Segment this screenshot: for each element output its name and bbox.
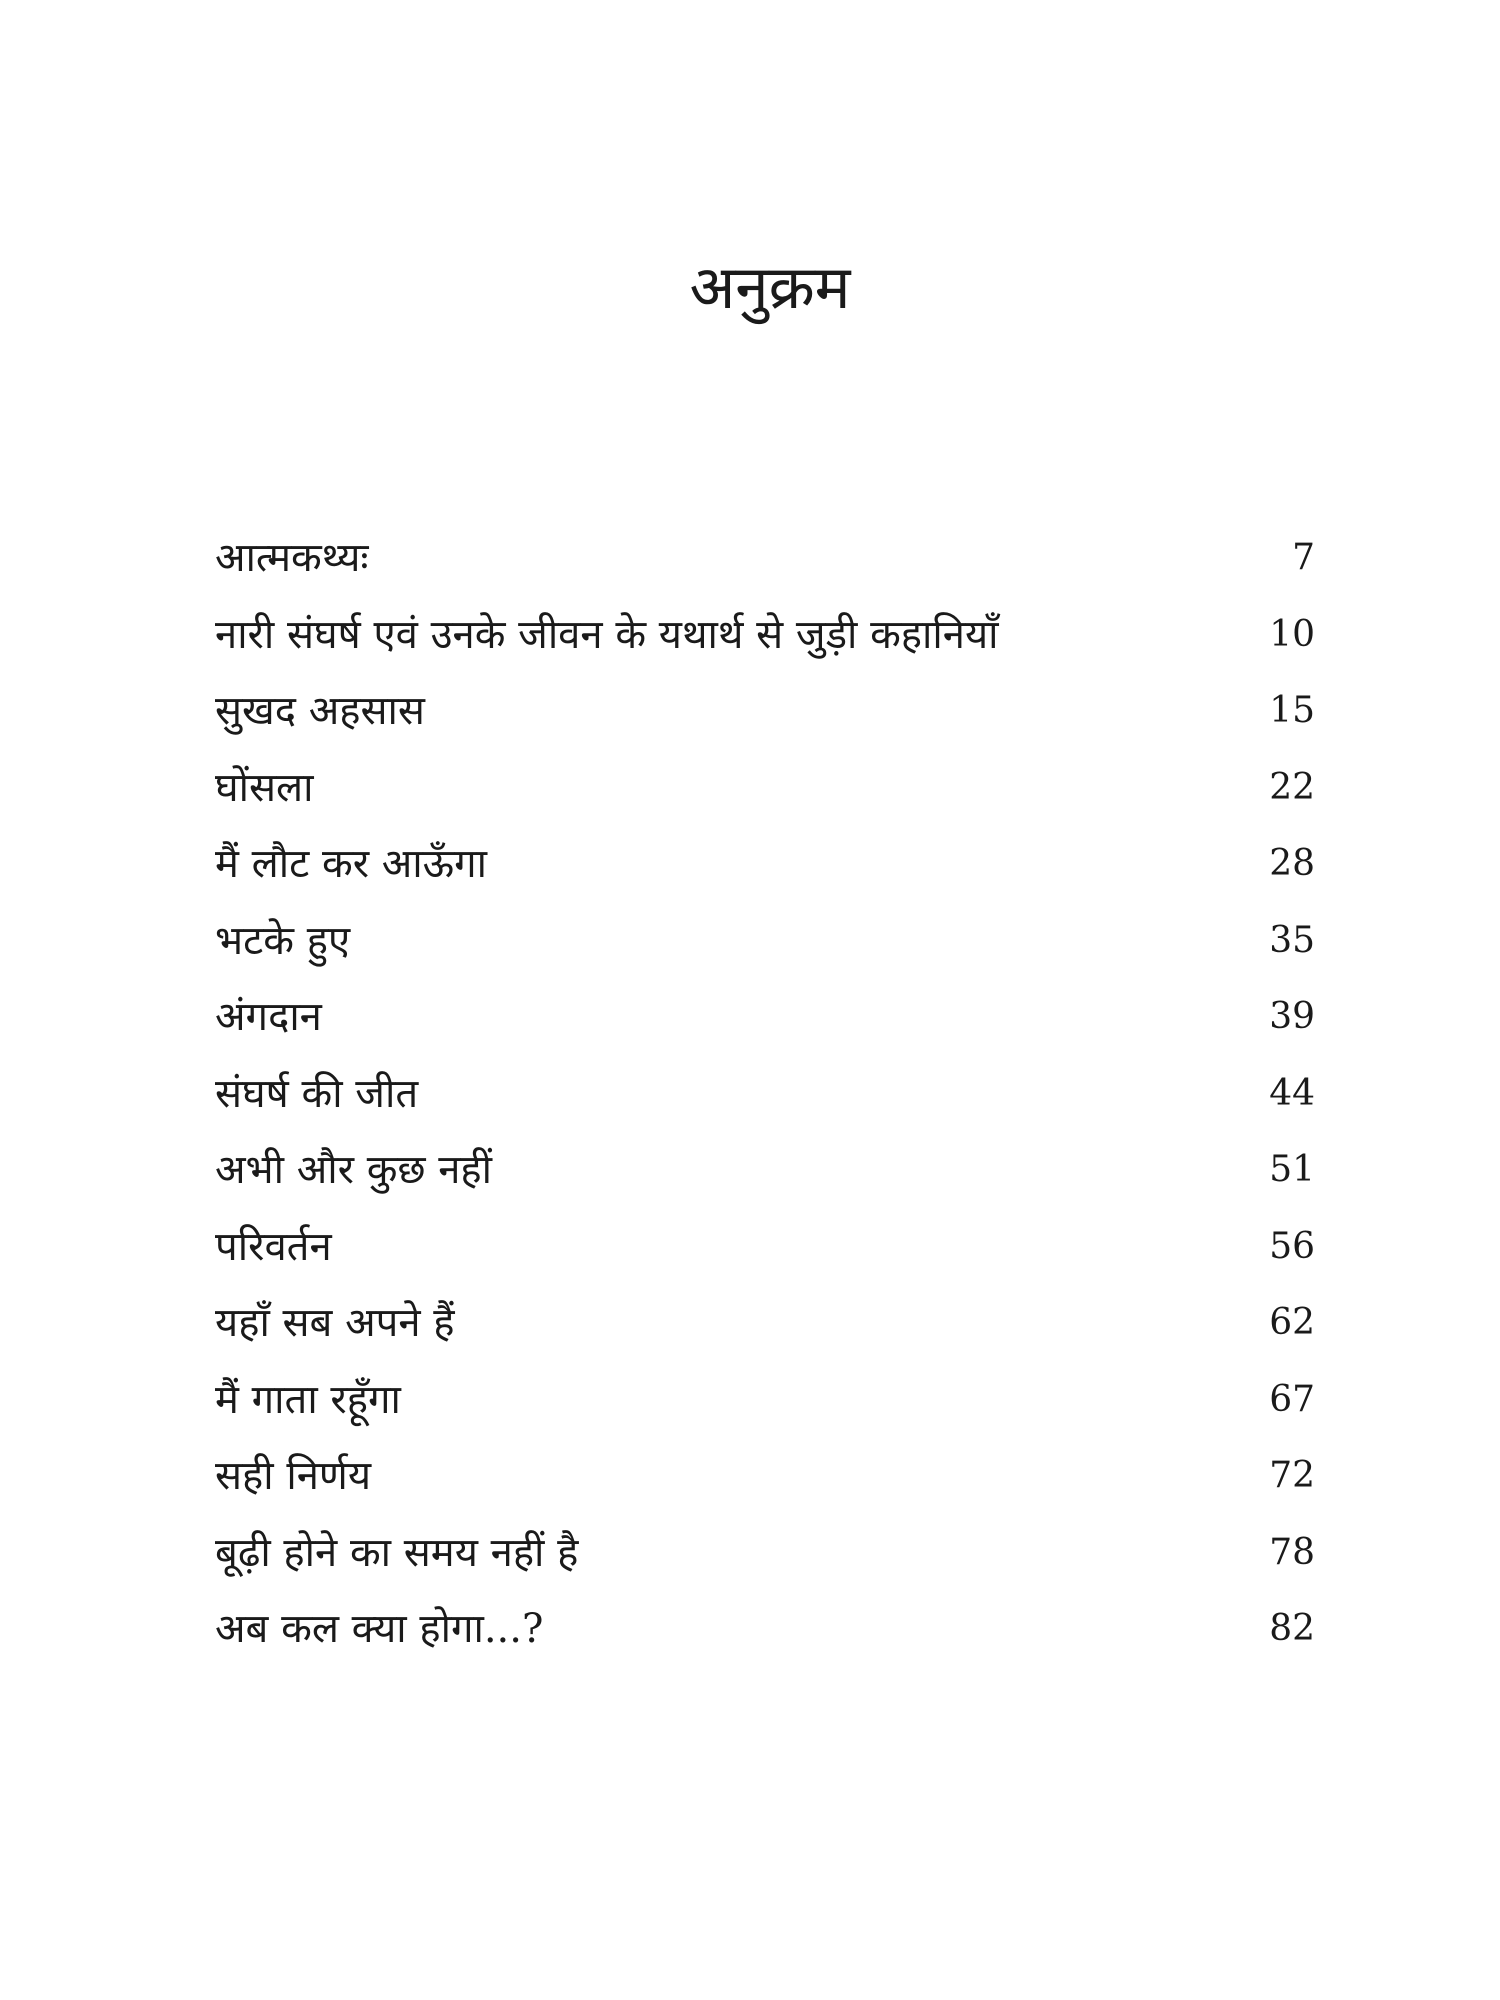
toc-entry-title: अब कल क्या होगा...? [215,1606,544,1652]
toc-entry [215,1140,1315,1217]
toc-entry-page: 51 [1269,1149,1315,1190]
toc-entry-title: घोंसला [215,764,314,811]
toc-entry-page: 35 [1269,919,1315,961]
toc-entry-page: 39 [1269,996,1315,1037]
toc-entry-title: मैं गाता रहूँगा [215,1376,401,1423]
toc-entry [215,1064,1315,1141]
toc-entry-title: यहाँ सब अपने हैं [215,1300,455,1346]
toc-entry-page: 67 [1269,1378,1315,1420]
toc-entry [215,528,1315,605]
toc-entry [215,605,1315,682]
toc-entry [215,1293,1315,1370]
toc-entry-title: सही निर्णय [215,1453,372,1499]
toc-entry [215,758,1315,835]
toc-entry-title: सुखद अहसास [215,688,425,734]
toc-entry-title: परिवर्तन [215,1223,332,1270]
toc-entry-title: आत्मकथ्यः [215,535,369,581]
toc-entry [215,681,1315,758]
toc-entry-page: 10 [1269,613,1315,655]
toc-entry-page: 15 [1269,690,1315,731]
toc-entry [215,1523,1315,1600]
toc-entry-title: संघर्ष की जीत [215,1070,419,1117]
toc-entry-title: बूढ़ी होने का समय नहीं है [215,1529,579,1576]
toc-entry-title: मैं लौट कर आऊँगा [215,841,487,887]
toc-entry-title: नारी संघर्ष एवं उनके जीवन के यथार्थ से जुड़ी कहानियाँ [215,611,999,658]
toc-entry-page: 82 [1269,1608,1315,1649]
toc-entry-title: अंगदान [215,994,322,1040]
toc-entry-title: अभी और कुछ नहीं [215,1147,493,1193]
toc-entry-page: 44 [1269,1072,1315,1114]
toc-entry-page: 56 [1269,1225,1315,1267]
toc-entry-page: 78 [1269,1531,1315,1573]
toc-entry [215,1599,1315,1676]
toc-entry [215,1446,1315,1523]
toc-entry-page: 7 [1292,537,1315,578]
toc-entry [215,1217,1315,1294]
toc-entry-title: भटके हुए [215,917,351,964]
table-of-contents [215,528,1315,1676]
toc-entry [215,987,1315,1064]
page-title: अनुक्रम [689,253,851,323]
toc-entry-page: 22 [1269,766,1315,808]
toc-entry-page: 28 [1269,843,1315,884]
toc-entry [215,911,1315,988]
toc-entry-page: 62 [1269,1302,1315,1343]
toc-entry-page: 72 [1269,1455,1315,1496]
toc-entry [215,1370,1315,1447]
toc-entry [215,834,1315,911]
